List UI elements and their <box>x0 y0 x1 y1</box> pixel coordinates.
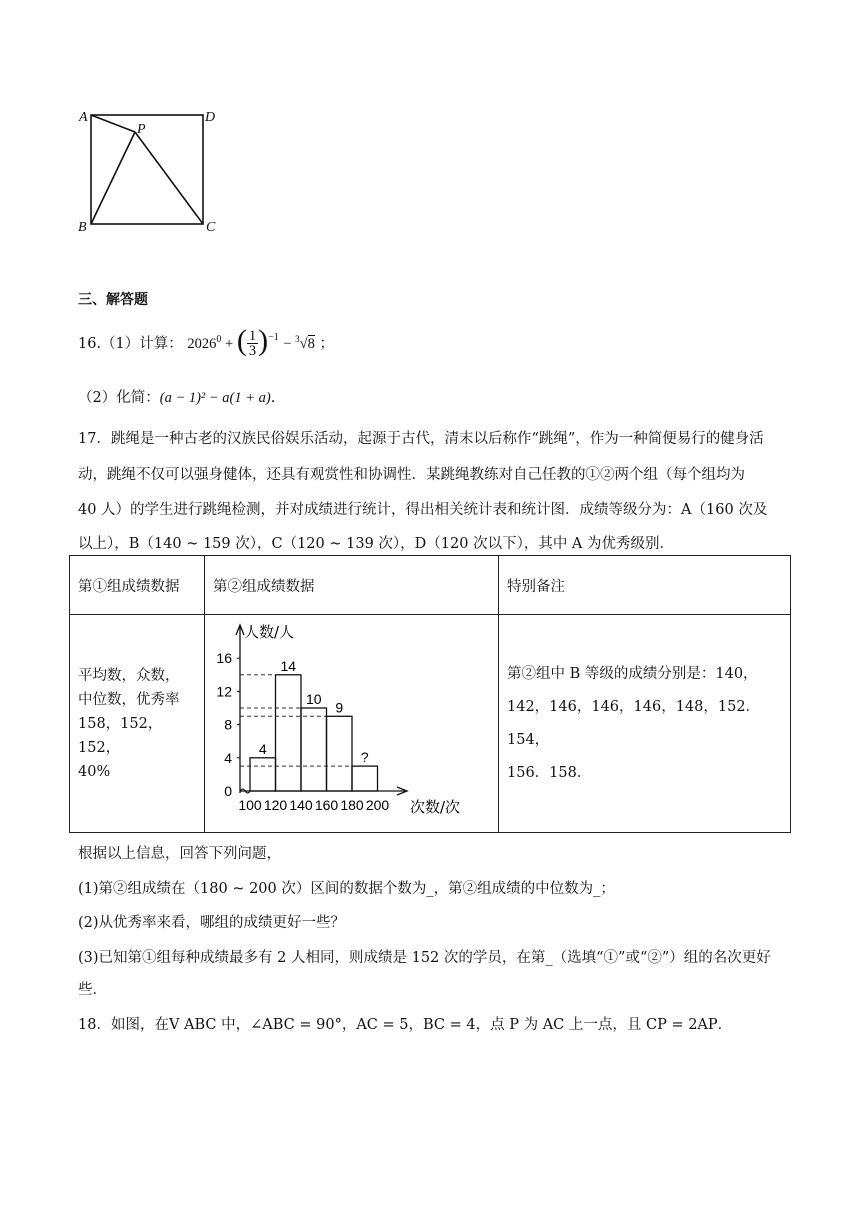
segment-pc <box>135 132 203 224</box>
q16-part2 <box>78 386 275 407</box>
x-tick-label: 140 <box>289 797 313 813</box>
q16-root-index: 3 <box>295 334 300 345</box>
label-c: C <box>206 220 216 235</box>
q16-part1: 16.（1）计算： $2026^0$ + ( $\frac{1}{3}$ )$^{-1}$ − $^3$√8 ； <box>78 324 334 359</box>
q17-subq-2: (2)从优秀率来看，哪组的成绩更好一些？ <box>78 915 346 931</box>
segment-pb <box>91 132 135 224</box>
y-tick-label: 12 <box>216 683 232 700</box>
x-tick-label: 100 <box>238 797 262 813</box>
header-note: 特别备注 <box>499 556 791 615</box>
q16-paren-exp: −1 <box>268 332 279 344</box>
section-title: 三、解答题 <box>78 292 148 308</box>
q18-text: 18．如图，在V ABC 中，∠ABC = 90°，AC = 5，BC = 4，点 P 为 AC 上一点，且 CP = 2AP． <box>78 1017 733 1033</box>
histogram-bar <box>250 758 276 791</box>
special-note <box>499 615 791 833</box>
q16-exp: 0 <box>216 334 222 346</box>
q16-part2-prefix: （2）化简： <box>78 390 160 406</box>
square-abcd <box>91 115 203 224</box>
y-tick-label: 16 <box>216 650 232 667</box>
q17-subq-4: 些． <box>78 982 107 998</box>
x-tick-label: 120 <box>263 797 288 813</box>
histogram-bar <box>276 675 302 791</box>
label-a: A <box>79 110 88 125</box>
group1-line: 平均数，众数， <box>78 667 180 684</box>
q17-subq-3: (3)已知第①组每种成绩最多有 2 人相同，则成绩是 152 次的学员，在第_（选填“①”或“②”）组的名次更好 <box>78 950 771 966</box>
group1-stats <box>70 615 205 833</box>
x-tick-label: 200 <box>365 797 390 813</box>
q16-frac-den: 3 <box>248 343 257 359</box>
y-tick-label: 0 <box>224 783 232 799</box>
bar-data-label: 9 <box>335 699 344 716</box>
q17-para-line-4: 以上），B（140 ~ 159 次），C（120 ~ 139 次），D（120 次以下），其中 A 为优秀级别． <box>78 536 675 552</box>
header-group2: 第②组成绩数据 <box>205 556 499 615</box>
q16-radicand: 8 <box>307 336 315 352</box>
group1-line: 40% <box>78 763 111 780</box>
y-axis-title: 人数/人 <box>244 623 295 641</box>
q16-end: ； <box>319 336 334 352</box>
group1-line: 中位数，优秀率 <box>78 691 180 708</box>
square-figure <box>70 100 230 240</box>
segment-ap <box>91 115 135 132</box>
q17-para-line-1: 17．跳绳是一种古老的汉族民俗娱乐活动，起源于古代，清末以后称作“跳绳”，作为一种简便易行的健身活 <box>78 431 764 447</box>
bar-data-label: 10 <box>305 691 322 707</box>
q16-base: 2026 <box>187 336 217 352</box>
group1-line: 158，152，152， <box>78 715 163 756</box>
q17-data-table <box>69 555 791 833</box>
x-tick-label: 160 <box>314 797 339 813</box>
label-b: B <box>78 220 87 235</box>
q17-para-line-2: 动，跳绳不仅可以强身健体，还具有观赏性和协调性．某跳绳教练对自己任教的①②两个组（每个组均为 <box>78 467 745 483</box>
group2-chart-cell <box>205 615 499 833</box>
q16-part1-prefix: 16.（1）计算： <box>78 336 183 352</box>
note-line: 第②组中 B 等级的成绩分别是：140， <box>507 665 758 682</box>
bar-data-label: 14 <box>280 657 297 674</box>
note-line: 142，146，146，146，148，152．154， <box>507 698 761 748</box>
y-tick-label: 8 <box>224 716 232 733</box>
bar-data-label: 4 <box>258 740 267 757</box>
label-p: P <box>137 122 146 137</box>
q16-frac-num: 1 <box>248 328 257 344</box>
bar-data-label: ? <box>360 749 369 766</box>
histogram-bar <box>352 766 378 791</box>
header-group1: 第①组成绩数据 <box>70 556 205 615</box>
q17-subq-1: (1)第②组成绩在（180 ~ 200 次）区间的数据个数为_，第②组成绩的中位数为_； <box>78 881 615 897</box>
x-axis-title: 次数/次 <box>410 798 461 816</box>
note-line: 156．158． <box>507 764 592 781</box>
q17-after-text: 根据以上信息，回答下列问题， <box>78 846 281 862</box>
y-tick-label: 4 <box>224 749 232 766</box>
x-tick-label: 180 <box>340 797 364 813</box>
histogram-bar <box>327 716 353 791</box>
histogram-bar <box>301 708 327 791</box>
label-d: D <box>205 110 216 125</box>
q16-part2-expr: (a − 1)² − a(1 + a) <box>159 390 271 406</box>
q16-part2-end: . <box>270 390 276 406</box>
q17-para-line-3: 40 人）的学生进行跳绳检测，并对成绩进行统计，得出相关统计表和统计图．成绩等级分为：A（160 次及 <box>78 502 768 518</box>
group2-histogram <box>205 615 490 828</box>
